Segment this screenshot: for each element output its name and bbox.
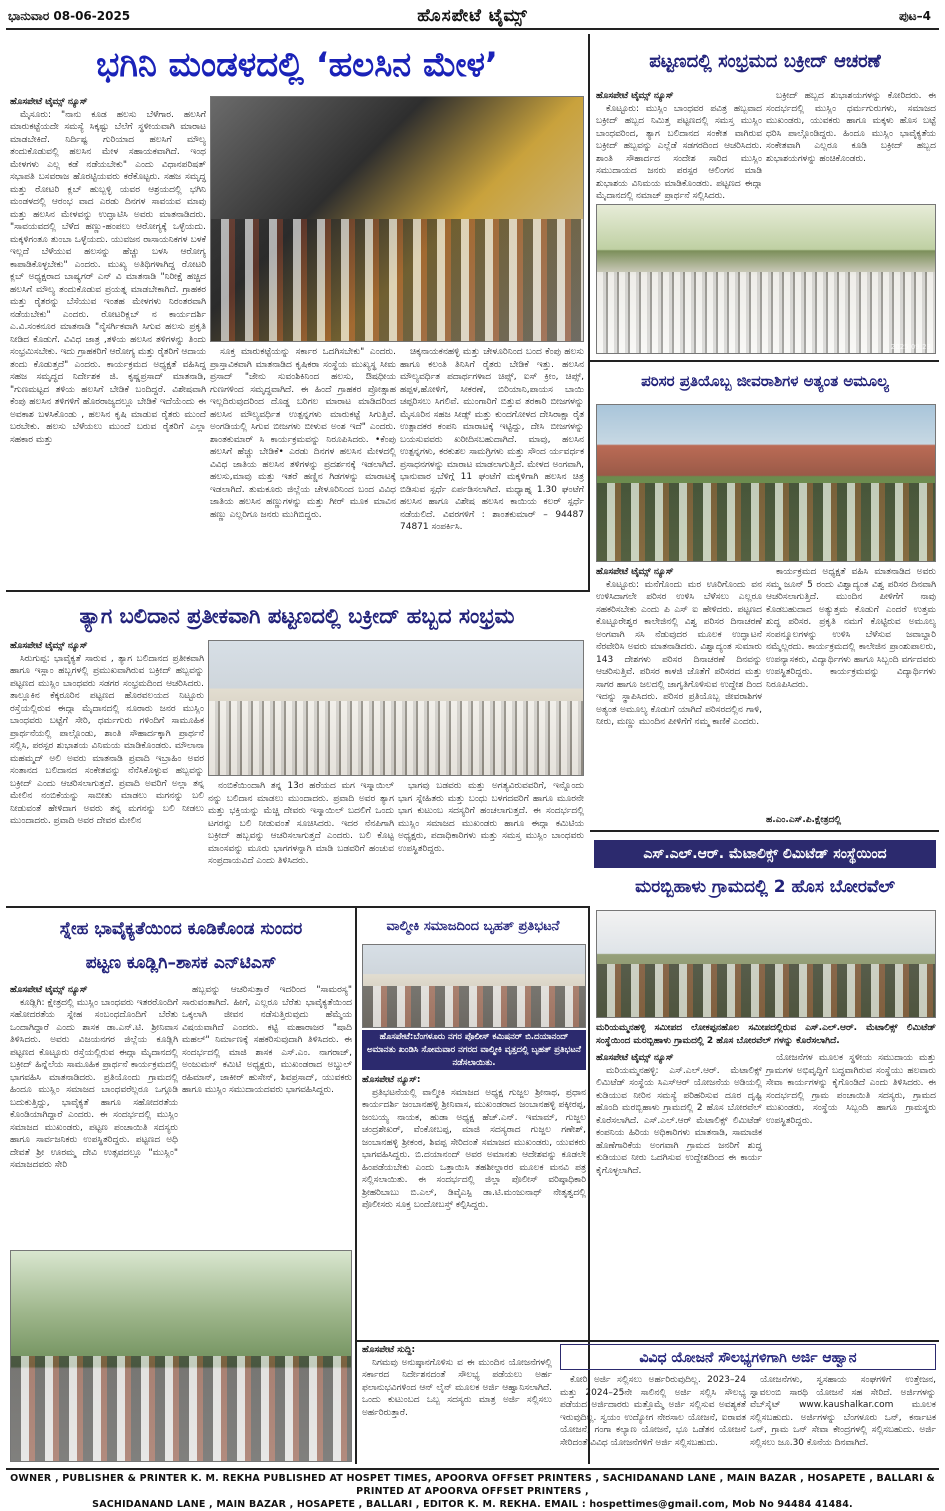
borewell-site-photo (596, 910, 936, 1018)
tyaga-text-3: ಭಾಗವು ಬಡವರು ಮತ್ತು ಅಗತ್ಯವಿರುವವರಿಗೆ, ಇನ್ನೊಂದು ಭಾಗ ಸ್ನೇಹಿತರು ಮತ್ತು ಬಂಧು ಬಳಗದವರಿಗೆ ಹಾಗೂ ಮೂರನೇ ಭಾಗ ಕುಟುಂಬ ಸದಸ್ಯರಿಗೆ ಹಂಚಲಾಗುತ್ತದೆ. ಈ ಸಂದರ್ಭದಲ್ಲಿ ಮುಸ್ಲಿಂ ಸಮಾಜದ ಮುಖಂಡರು ಹಾಗೂ ಈದ್ಗಾ ಕಮಿಟಿಯ ಅಧ್ಯಕ್ಷರು, ಪದಾಧಿಕಾರಿಗಳು ಮತ್ತು ಸಮಸ್ತ ಮುಸ್ಲಿಂ ಬಾಂಧವರು ಉಪಸ್ಥಿತರಿದ್ದರು. (398, 781, 584, 854)
bakrid-town-column-1 (596, 90, 762, 200)
valmiki-byline: ಹೊಸಪೇಟೆ ನ್ಯೂಸ್: (362, 1075, 421, 1085)
borewell-byline: ಹೊಸಪೇಟೆ ಟೈಮ್ಸ್ ನ್ಯೂಸ್ (596, 1053, 674, 1063)
sneha-byline: ಹೊಸಪೇಟೆ ಟೈಮ್ಸ್ ನ್ಯೂಸ್ (10, 985, 88, 995)
headline-parisara: ಪರಿಸರ ಪ್ರತಿಯೊಬ್ಬ ಜೀವರಾಶಿಗಳ ಅತ್ಯಂತ ಅಮೂಲ್ಯ (641, 372, 889, 390)
bakrid-town-column-2 (766, 90, 936, 200)
yojane-text-1: ನಿಗಮವು ಅನುಷ್ಠಾನಗೊಳಿಸು ವ ಈ ಮುಂದಿನ ಯೋಜನೆಗಳಲ್ಲಿ ಸರ್ಕಾರದ ನಿರ್ದೇಶನದಂತೆ ಸೌಲಭ್ಯ ಪಡೆಯಲು ಅರ್ಹ ಫಲಾನುಭವಿಗಳಿಂದ ಆನ್ ಲೈನ್ ಮೂಲಕ ಅರ್ಜಿ ಆಹ್ವಾನಿಸಲಾಗಿದೆ. ಒಂದು ಕುಟುಂಬದ ಒಬ್ಬ ಸದಸ್ಯರು ಮಾತ್ರ ಅರ್ಜಿ ಸಲ್ಲಿಸಲು ಅರ್ಹರಿರುತ್ತಾರೆ. (362, 1357, 552, 1418)
bakrid-town-text-1: ಕೊಟ್ಟೂರು: ಮುಸ್ಲಿಂ ಬಾಂಧವರ ಪವಿತ್ರ ಹಬ್ಬವಾದ ಬಕ್ರೀದ್ ಹಬ್ಬದ ನಿಮಿತ್ತ ಪಟ್ಟಣದಲ್ಲಿ ಸಮಸ್ತ ಮುಸ್ಲಿಂ ಬಾಂಧವರಿಂದ, ತ್ಯಾಗ ಬಲಿದಾನದ ಸಂಕೇತ ವಾಗಿರುವ ಬಕ್ರೀದ್ ಹಬ್ಬವನ್ನು ಎಲ್ಲೆಡೆ ಸಡಗರದಿಂದ ಆಚರಿಸಿದರು. ಶಾಂತಿ ಸೌಹಾರ್ದದ ಸಂದೇಶ ಸಾರಿದ ಮುಸ್ಲಿಂ ಸಮುದಾಯದ ಜನರು ಪರಸ್ಪರ ಆಲಿಂಗನ ಮಾಡಿ ಶುಭಾಶಯ ವಿನಿಮಯ ಮಾಡಿಕೊಂಡರು. ಪಟ್ಟಣದ ಈದ್ಗಾ ಮೈದಾನದಲ್ಲಿ ನಮಾಜ್ ಪ್ರಾರ್ಥನೆ ಸಲ್ಲಿಸಿದರು. (596, 103, 762, 201)
parisara-caption (766, 814, 936, 828)
sneha-text-1: ಕೂಡ್ಲಿಗಿ: ಕ್ಷೇತ್ರದಲ್ಲಿ ಮುಸ್ಲಿಂ ಬಾಂಧವರು ಇತರರೊಂದಿಗೆ ಸಹೋದರತೆಯ ಸ್ನೇಹ ಸಂಬಂಧದೊಂದಿಗೆ ಬೆರೆತು ಒಂದಾಗಿದ್ದಾರೆ ಎಂದು ಶಾಸಕ ಡಾ.ಎನ್.ಟಿ. ಶ್ರೀನಿವಾಸ ತಿಳಿಸಿದರು. ಅವರು ವಿಜಯನಗರ ಜಿಲ್ಲೆಯ ಕೂಡ್ಲಿಗಿ ಪಟ್ಟಣದ ಕೊಟ್ಟೂರು ರಸ್ತೆಯಲ್ಲಿರುವ ಈದ್ಗಾ ಮೈದಾನದಲ್ಲಿ ಬಕ್ರೀದ್ ಹಿನ್ನೆಲೆಯ ಸಾಮೂಹಿಕ ಪ್ರಾರ್ಥನೆ ಕಾರ್ಯಕ್ರಮದಲ್ಲಿ ಭಾಗವಹಿಸಿ ಮಾತನಾಡಿದರು. ಪ್ರತಿಯೊಂದು ಗ್ರಾಮದಲ್ಲಿ ಹಿಂದೂ ಮುಸ್ಲಿಂ ಸಮಾಜದ ಬಾಂಧವರೆಲ್ಲರೂ ಒಗ್ಗೂಡಿ ಬದುಕುತ್ತಿದ್ದು, ಭಾವೈಕ್ಯತೆ ಹಾಗೂ ಸಹೋದರತೆಯ ಕೊಂಡಿಯಾಗಿದ್ದಾರೆ ಎಂದರು. ಈ ಸಂದರ್ಭದಲ್ಲಿ ಮುಸ್ಲಿಂ ಸಮಾಜದ ಮುಖಂಡರು, ಪಟ್ಟಣ ಪಂಚಾಯಿತಿ ಸದಸ್ಯರು ಹಾಗೂ ಸಾರ್ವಜನಿಕರು ಉಪಸ್ಥಿತರಿದ್ದರು. ಪಟ್ಟಣದ ಅಧಿ ದೇವತೆ ಶ್ರೀ ಊರಮ್ಮ ದೇವಿ ಉತ್ಸವದಲ್ಲೂ "ಮುಸ್ಲಿಂ" ಸಮಾಜದವರು ಸೇರಿ (10, 997, 178, 1170)
bakrid-town-byline: ಹೊಸಪೇಟೆ ಟೈಮ್ಸ್ ನ್ಯೂಸ್ (596, 91, 674, 101)
headline-borewell-2: ಮರಬ್ಬಿಹಾಳು ಗ್ರಾಮದಲ್ಲಿ 2 ಹೊಸ ಬೋರವೆಲ್ (635, 877, 895, 897)
masthead (6, 4, 939, 30)
sneha-prayer-photo (10, 1250, 352, 1462)
parisara-byline: ಹೊಸಪೇಟೆ ಟೈಮ್ಸ್ ನ್ಯೂಸ್ (596, 567, 674, 577)
headline-sneha-2: ಪಟ್ಟಣ ಕೂಡ್ಲಿಗಿ–ಶಾಸಕ ಎನ್‌ಟಿಎಸ್ (85, 953, 277, 973)
photo-people (363, 986, 585, 1027)
photo-people (11, 1356, 351, 1461)
headline-borewell-1: ಎಸ್.ಎಲ್.ಆರ್. ಮೆಟಾಲಿಕ್ಸ್ ಲಿಮಿಟೆಡ್ ಸಂಸ್ಥೆಯಿಂದ (594, 840, 936, 868)
bhagini-text-3: ಚಿಕ್ಕನಾಯಕನಹಳ್ಳಿ ಮತ್ತು ಚೇಳೂರಿನಿಂದ ಬಂದ ಕೆಂಪು ಹಲಸು ಹಾಗೂ ಕಲಂತಿ ತಿನಿಸಿಗೆ ರೈತರು ಬೇಡಿಕೆ ಇತ್ತು. ಹಲಸಿನ ಮೌಲ್ಯವರ್ಧಿತ ಪದಾರ್ಥಗಳಾದ ಚಿಪ್ಸ್, ಐಸ್ ಕ್ರೀಂ, ಚಿಪ್ಸ್, ಹಪ್ಪಳ,ಹೋಳಿಗೆ, ಸೀಕರಣೆ, ಬಿರಿಯಾನಿ,ಪಾಯಸ ಬಾಯಿ ಚಪ್ಪರಿಸಲು ಸಿಗಲಿವೆ. ಮುಂಗಾರಿಗೆ ಬಿತ್ತುವ ತರಕಾರಿ ಬೀಜಗಳನ್ನು ಮೈಸೂರಿನ ಸಹಜ ಸೀಡ್ಸ್ ಮತ್ತು ಕುಂದಗೋಳದ ದೇಸಿರಾಕ್ಷಾ ರೈತ ಉತ್ಪಾದಕರ ಕಂಪನಿ ಮಾರಾಟಕ್ಕೆ ಇಟ್ಟಿದ್ದು, ದೇಸಿ ಬೀಜಗಳನ್ನು ಬಯಸುವವರು ಖರೀದಿಸಬಹುದಾಗಿದೆ. ಮಾವು, ಹಲಸಿನ ಉತ್ಪನ್ನಗಳು, ಕರಕುಶಲ ಸಾಮಗ್ರಿಗಳು ಮತ್ತು ಸೌಂದ ರ್ಯವರ್ಧಕ ಪ್ರಸಾಧನಗಳನ್ನು ಮಾರಾಟ ಮಾಡಲಾಗುತ್ತಿದೆ. ಮೇಳದ ಅಂಗವಾಗಿ, ಭಾನುವಾರ ಬೆಳಿಗ್ಗೆ 11 ಘಂಟೆಗೆ ಮಕ್ಕಳಿಗಾಗಿ ಹಲಸಿನ ಚಿತ್ರ ಬಿಡಿಸುವ ಸ್ಪರ್ಧೆ ಏರ್ಪಡಿಸಲಾಗಿದೆ. ಮಧ್ಯಾಹ್ನ 1.30 ಘಂಟೆಗೆ ಹಲಸಿನ ಹಾಗೂ ವಿಶೇಷ ಹಲಸಿನ ಕಾಯಿಯ ಕಲರ್ ಸ್ಪರ್ಧೆ ನಡೆಯಲಿದೆ. ವಿವರಗಳಿಗೆ : ಶಾಂತಕುಮಾರ್ – 94487 74871 ಸಂಪರ್ಕಿಸಿ. (400, 347, 584, 532)
borewell-text-2: ಯೋಜನೆಗಳ ಮೂಲಕ ಸ್ಥಳೀಯ ಸಮುದಾಯ ಮತ್ತು ಗ್ರಾಮಗಳ ಅಭಿವೃದ್ಧಿಗೆ ಬದ್ಧವಾಗಿರುವ ಸಂಸ್ಥೆಯು ಹಲವಾರು ಸೇವಾ ಕಾರ್ಯಗಳನ್ನು ಕೈಗೊಂಡಿದೆ ಎಂದು ತಿಳಿಸಿದರು. ಈ ಸಂದರ್ಭದಲ್ಲಿ ಗ್ರಾಮ ಪಂಚಾಯಿತಿ ಸದಸ್ಯರು, ಗ್ರಾಮದ ಮುಖಂಡರು, ಸಂಸ್ಥೆಯ ಸಿಬ್ಬಂದಿ ಹಾಗೂ ಗ್ರಾಮಸ್ಥರು ಉಪಸ್ಥಿತರಿದ್ದರು. (766, 1053, 936, 1126)
borewell-caption (596, 1022, 936, 1048)
photo-timestamp: 2025 09:23 (890, 343, 931, 351)
yojane-column-3 (750, 1374, 936, 1464)
tyaga-column-1 (10, 640, 204, 902)
sneha-column-1 (10, 984, 178, 1246)
headline-bakrid-town: ಪಟ್ಟಣದಲ್ಲಿ ಸಂಭ್ರಮದ ಬಕ್ರೀದ್ ಆಚರಣೆ (649, 51, 881, 72)
bhagini-column-3 (400, 346, 584, 586)
valmiki-caption-text: ಹೊಸಪೇಟೆ:ಬೆಂಗಳೂರು ನಗರ ಪೊಲೀಸ್ ಕಮಿಷನರ್ ಬಿ.ದಯಾನಂದ್ ಅಮಾನತು ಖಂಡಿಸಿ ಸೋಮವಾರ ನಗರದ ವಾಲ್ಮೀಕಿ ವೃತ್ತದಲ್ಲಿ ಬೃಹತ್ ಪ್ರತಿಭಟನೆ ನಡೆಸಲಾಯಿತು. (367, 1032, 581, 1068)
photo-people (597, 964, 935, 1017)
parisara-caption-text: ಹ.ಎಂ.ಎಸ್.ಪಿ.ಕ್ಷೇತ್ರದಲ್ಲಿ (766, 815, 842, 825)
valmiki-text-1: ಪ್ರತಿಭಟನೆಯಲ್ಲಿ ವಾಲ್ಮೀಕಿ ಸಮಾಜದ ಅಧ್ಯಕ್ಷ ಗುಜ್ಜಲ ಶ್ರೀನಾಥ, ಪ್ರಧಾನ ಕಾರ್ಯದರ್ಶಿ ಜಂಬಾನಹಳ್ಳಿ ಶ್ರೀನಿವಾಸ, ಮುಖಂಡರಾದ ಜಂಬಾನಹಳ್ಳಿ ಪಕ್ಕೀರಪ್ಪ, ಜಂಬಯ್ಯ ನಾಯಕ, ಹುಡಾ ಅಧ್ಯಕ್ಷ ಹೆಚ್.ಎನ್. ಇಮಾಮ್, ಗುಜ್ಜಲ ಚಂದ್ರಶೇಖರ್, ವೆಂಕೋಬಪ್ಪ, ಮಾಜಿ ಸದಸ್ಯರಾದ ಗುಜ್ಜಲ ಗಣೇಶ್, ಜಂಬಾನಹಳ್ಳಿ ಶ್ರೀಕಂಠ, ಶಿವಪ್ಪ ಸೇರಿದಂತೆ ಸಮಾಜದ ಮುಖಂಡರು, ಯುವಕರು ಭಾಗವಹಿಸಿದ್ದರು. ಬಿ.ದಯಾನಂದ್ ಅವರ ಅಮಾನತು ಆದೇಶವನ್ನು ಕೂಡಲೇ ಹಿಂಪಡೆಯಬೇಕು ಎಂದು ಒತ್ತಾಯಿಸಿ ತಹಶೀಲ್ದಾರರ ಮೂಲಕ ಮನವಿ ಪತ್ರ ಸಲ್ಲಿಸಲಾಯಿತು. ಈ ಸಂದರ್ಭದಲ್ಲಿ ಜಿಲ್ಲಾ ಪೊಲೀಸ್ ವರಿಷ್ಠಾಧಿಕಾರಿ ಶ್ರೀಹರಿಬಾಬು ಬಿ.ಎಲ್, ಡಿವೈಎಸ್ಪಿ ಡಾ.ಟಿ.ಮಂಜುನಾಥ್ ನೇತೃತ್ವದಲ್ಲಿ ಪೊಲೀಸರು ಸೂಕ್ತ ಬಂದೋಬಸ್ತ್ ಕಲ್ಪಿಸಿದ್ದರು. (362, 1087, 586, 1210)
photo-crowd (597, 272, 935, 353)
column-rule (588, 34, 590, 590)
parisara-text-2: ಕಾರ್ಯಕ್ರಮದ ಅಧ್ಯಕ್ಷತೆ ವಹಿಸಿ ಮಾತನಾಡಿದ ಅವರು ಸಮ್ಮ ಜೂನ್ 5 ರಂದು ವಿಶ್ವಾದ್ಯಂತ ವಿಶ್ವ ಪರಿಸರ ದಿನವಾಗಿ ಆಚರಿಸಲಾಗುತ್ತಿದೆ. ಮುಂದಿನ ಪೀಳಿಗೆಗೆ ನಾವು ಕೊಡಬಹುದಾದ ಅತ್ಯುತ್ತಮ ಕೊಡುಗೆ ಎಂದರೆ ಉತ್ತಮ ಶುದ್ಧ ಪರಿಸರ. ಪ್ರಕೃತಿ ನಮಗೆ ಕೊಟ್ಟಿರುವ ಅಮೂಲ್ಯ ಸಂಪನ್ಮೂಲಗಳನ್ನು ಉಳಿಸಿ ಬೆಳೆಸುವ ಜವಾಬ್ದಾರಿ ನಮ್ಮೆಲ್ಲರದು. ಕಾರ್ಯಕ್ರಮದಲ್ಲಿ ಕಾಲೇಜಿನ ಪ್ರಾಂಶುಪಾಲರು, ಉಪನ್ಯಾಸಕರು, ವಿದ್ಯಾರ್ಥಿಗಳು ಹಾಗೂ ಸಿಬ್ಬಂದಿ ವರ್ಗದವರು ಉಪಸ್ಥಿತರಿದ್ದರು. ಕಾರ್ಯಕ್ರಮವನ್ನು ವಿದ್ಯಾರ್ಥಿಗಳು ನಿರೂಪಿಸಿದರು. (766, 567, 936, 690)
sneha-text-2: ಹಬ್ಬವನ್ನು ಆಚರಿಸುತ್ತಾರೆ ಇದರಿಂದ "ಸಾಮರಸ್ಯ" ಸಾರುವಂತಾಗಿದೆ. ಹೀಗೆ, ಎಲ್ಲರೂ ಬೆರೆತು ಭಾವೈಕ್ಯತೆಯಿಂದ ಒಕ್ಕಲಾಗಿ ಜೀವನ ನಡೆಸುತ್ತಿರುವುದು ಹೆಮ್ಮೆಯ ವಿಷಯವಾಗಿದೆ ಎಂದರು. ಕಟ್ಟಿ ಮಹಾರಾಜರ "ಷಾದಿ ಮಹಲ್" ನಿರ್ಮಾಣಕ್ಕೆ ಸಹಕರಿಸುವುದಾಗಿ ತಿಳಿಸಿದರು. ಈ ಸಂದರ್ಭದಲ್ಲಿ ಮಾಜಿ ಶಾಸಕ ಎಸ್.ಎಂ. ನಾಗರಾಜ್, ಅಂಜುಮನ್ ಕಮಿಟಿ ಅಧ್ಯಕ್ಷರು, ಮುಖಂಡರಾದ ಅಬ್ದುಲ್ ರಹಿಮಾನ್, ಜಾಕೀರ್ ಹುಸೇನ್, ಶಿವಪ್ರಸಾದ್, ಯುವಕರು ಹಾಗೂ ಮುಸ್ಲಿಂ ಸಮುದಾಯದವರು ಭಾಗವಹಿಸಿದ್ದರು. (182, 985, 352, 1095)
borewell-column-2 (766, 1052, 936, 1336)
borewell-text-1: ಮರಿಯಮ್ಮನಹಳ್ಳಿ: ಎಸ್.ಎಲ್.ಆರ್. ಮೆಟಾಲಿಕ್ಸ್ ಲಿಮಿಟೆಡ್ ಸಂಸ್ಥೆಯ ಸಿಎಸ್ಆರ್ ಯೋಜನೆಯ ಅಡಿಯಲ್ಲಿ ಕುಡಿಯುವ ನೀರಿನ ಸಮಸ್ಯೆ ಪರಿಹರಿಸುವ ದೂರ ದೃಷ್ಟಿ ಹೊಂದಿ ಮರಬ್ಬಿಹಾಳು ಗ್ರಾಮದಲ್ಲಿ 2 ಹೊಸ ಬೋರವೆಲ್ ಕೊರೆಸಲಾಗಿದೆ. ಎಸ್.ಎಲ್.ಆರ್ ಮೆಟಾಲಿಕ್ಸ್ ಲಿಮಿಟೆಡ್ ಕಂಪನಿಯ ಹಿರಿಯ ಅಧಿಕಾರಿಗಳು ಮಾತನಾಡಿ, ಸಾಮಾಜಿಕ ಹೊಣೆಗಾರಿಕೆಯ ಅಂಗವಾಗಿ ಗ್ರಾಮದ ಜನರಿಗೆ ಶುದ್ಧ ಕುಡಿಯುವ ನೀರು ಒದಗಿಸುವ ಉದ್ದೇಶದಿಂದ ಈ ಕಾರ್ಯ ಕೈಗೊಳ್ಳಲಾಗಿದೆ. (596, 1065, 762, 1176)
headline-yojane: ವಿವಿಧ ಯೋಜನೆ ಸೌಲಭ್ಯಗಳಿಗಾಗಿ ಅರ್ಜಿ ಆಹ್ವಾನ (560, 1344, 936, 1370)
tyaga-eidgah-photo (208, 640, 584, 776)
tyaga-text-1: ಸಿರುಗುಪ್ಪ: ಭಾವೈಕ್ಯತೆ ಸಾರುವ , ತ್ಯಾಗ ಬಲಿದಾನದ ಪ್ರತೀಕವಾಗಿ ಹಾಗೂ ಇಸ್ಲಾಂ ಹಬ್ಬಗಳಲ್ಲಿ ಪ್ರಮುಖವಾಗಿರುವ ಬಕ್ರೀದ್ ಹಬ್ಬವನ್ನು ಪಟ್ಟಣದ ಮುಸ್ಲಿಂ ಬಾಂಧವರು ಸಡಗರ ಸಂಭ್ರಮದಿಂದ ಆಚರಿಸಿದರು. ತಾಲ್ಲೂಕಿನ ಕೆಕ್ಕರೂರಿನ ಪಟ್ಟಣದ ಹೊರವಲಯದ ನಿಟ್ಟೂರು ರಸ್ತೆಯಲ್ಲಿರುವ ಈದ್ಗಾ ಮೈದಾನದಲ್ಲಿ ನೂರಾರು ಜನರ ಮುಸ್ಲಿಂ ಬಾಂಧವರು ಬಟ್ಟೆಗೆ ಸೇರಿ, ಧರ್ಮಗುರು ಗಳಿಂದಿಗೆ ಸಾಮೂಹಿಕ ಪ್ರಾರ್ಥನೆಯಲ್ಲಿ ಪಾಲ್ಗೊಂಡು, ಶಾಂತಿ ಸೌಹಾರ್ದಕ್ಕಾಗಿ ಪ್ರಾರ್ಥನೆ ಸಲ್ಲಿಸಿ, ಪರಸ್ಪರ ಶುಭಾಶಯ ವಿನಿಮಯ ಮಾಡಿಕೊಂಡರು. ಮೌಲಾನಾ ಮಹಮ್ಮದ್ ಅಲಿ ಅವರು ಮಾತನಾಡಿ ಪ್ರವಾದಿ ಇಬ್ರಾಹಿಂ ಅವರ ಸಂತಾನದ ಬಲಿದಾನದ ಸಂಕೇತವನ್ನು ನೆನೆಸಿಕೊಳ್ಳುವ ಹಬ್ಬವನ್ನು ಬಕ್ರೀದ್ ಎಂದು ಆಚರಿಸಲಾಗುತ್ತದೆ. ಪ್ರವಾದಿ ಅವರಿಗೆ ಅಲ್ಲಾ ತನ್ನ ಮೇಲಿನ ನಂಬಿಕೆಯನ್ನು ಸಾಬೀತು ಮಾಡಲು ಮಗನನ್ನು ಬಲಿ ನೀಡುವಂತೆ ಹೇಳಿದಾಗ ಅವರು ತನ್ನ ಮಗನನ್ನು ಬಲಿ ನೀಡಲು ಮುಂದಾದರು. ಪ್ರವಾದಿ ಅವರ ದೇವರ ಮೇಲಿನ (10, 653, 204, 826)
valmiki-protest-photo (362, 944, 586, 1028)
tyaga-text-2: ನಂಬಿಕೆಯಿಂದಾಗಿ ತನ್ನ 13ರ ಹರೆಯದ ಮಗ ಇಸ್ಮಾಯಿಲ್ ನನ್ನು ಬಲಿದಾನ ಮಾಡಲು ಮುಂದಾದರು. ಪ್ರವಾದಿ ಅವರ ತ್ಯಾಗ ಮತ್ತು ಭಕ್ತಿಯನ್ನು ಮೆಚ್ಚಿ ದೇವರು ಇಸ್ಮಾಯಿಲ್ ಬದಲಿಗೆ ಒಂದು ಟಗರನ್ನು ಬಲಿ ನೀಡುವಂತೆ ಸೂಚಿಸಿದರು. ಇದರ ನೆನಪಿಗಾಗಿ ಬಕ್ರೀದ್ ಹಬ್ಬವನ್ನು ಆಚರಿಸಲಾಗುತ್ತದೆ ಎಂದರು. ಬಲಿ ಕೊಟ್ಟ ಮಾಂಸವನ್ನು ಮೂರು ಭಾಗಗಳನ್ನಾಗಿ ಮಾಡಿ ಬಡವರಿಗೆ ಹಂಚುವ ಸಂಪ್ರದಾಯವಿದೆ ಎಂದು ತಿಳಿಸಿದರು. (208, 781, 394, 866)
bhagini-column-2 (210, 346, 396, 586)
section-rule (6, 906, 590, 908)
valmiki-caption-box (362, 1030, 586, 1070)
imprint-line-1: OWNER , PUBLISHER & PRINTER K. M. REKHA PUBLISHED AT HOSPET TIMES, APOORVA OFFSET PRINTERS , SACHIDANAND LANE , MAIN BAZAR , HOSAPETE , BALLARI & PRINTED AT APOORVA OFFSET PRINTERS , (10, 1473, 935, 1497)
imprint-line-2: SACHIDANAND LANE , MAIN BAZAR , HOSAPETE , BALLARI , EDITOR K. M. REKHA. EMAIL : hospettimes@gmail.com, Mob No 94484 41484. (92, 1499, 853, 1510)
sneha-column-2 (182, 984, 352, 1246)
parisara-column-1 (596, 566, 762, 826)
section-rule (355, 1340, 939, 1342)
bhagini-event-photo (210, 96, 584, 342)
bhagini-column-1 (10, 96, 206, 586)
issue-date: ಭಾನುವಾರ 08-06-2025 (8, 9, 131, 23)
bhagini-text-1: ಮೈಸೂರು: "ನಾನು ಕೂಡ ಹಲಸು ಬೆಳೆಗಾರ. ಹಲಸಿಗೆ ಮಾರುಕಟ್ಟೆಯದೇ ಸಮಸ್ಯೆ ಸಿಕ್ಕಷ್ಟು ಬೆಲೆಗೆ ಸ್ಥಳೀಯವಾಗಿ ಮಾರಾಟ ಮಾಡಬೇಕಿದೆ. ನಿರ್ದಿಷ್ಟ ಗುರಿಯಾದ ಹಲಸಿಗೆ ಮೌಲ್ಯ ತಂದುಕೊಡುವಲ್ಲಿ ಹಲಸಿನ ಮೇಳ ಸಹಾಯಕವಾಗಿದೆ. ಇಂಥ ಮೇಳಗಳು ಎಲ್ಲ ಕಡೆ ನಡೆಯಬೇಕು" ಎಂದು ವಿಧಾನಪರಿಷತ್ ಸಭಾಪತಿ ಬಸವರಾಜ ಹೊರಟ್ಟಿಯವರು ಕರೆಕೊಟ್ಟರು. ಸಹಜ ಸಮೃದ್ಧ ಮತ್ತು ರೋಟರಿ ಕ್ಲಬ್ ಹುಬ್ಬಳ್ಳಿ ಯವರ ಆಶ್ರಯದಲ್ಲಿ ಭಗಿನಿ ಮಂಡಳದಲ್ಲಿ ಆರಂಭ ವಾದ ಎರಡು ದಿನಗಳ ಸಾವಯವ ಮಾವು ಮತ್ತು ಹಲಸಿನ ಮೇಳವನ್ನು ಉದ್ಘಾಟಿಸಿ ಅವರು ಮಾತನಾಡಿದರು. "ಸಾವಯವದಲ್ಲಿ ಬೆಳೆದ ಹಣ್ಣು-ಹಂಪಲು ಆರೋಗ್ಯಕ್ಕೆ ಒಳ್ಳೆಯದು. ಮಕ್ಕಳಿಗಂತೂ ತುಂಬಾ ಒಳ್ಳೆಯದು. ಯುವಜನ ರಾಸಾಯನಿಕಗಳ ಬಳಕೆ ಇಲ್ಲದೆ ಬೆಳೆಯುವ ಹಲಸನ್ನು ಹೆಚ್ಚು ಬಳಸಿ ಆರೋಗ್ಯ ಕಾಪಾಡಿಕೊಳ್ಳಬೇಕು" ಎಂದರು. ಮುಖ್ಯ ಅತಿಥಿಗಳಾಗಿದ್ದ ರೋಟರಿ ಕ್ಲಬ್ ಅಧ್ಯಕ್ಷರಾದ ಬಾಷ್ಯಗರ್ ಎನ್ ವಿ ಮಾತನಾಡಿ "ನಿರೀಕ್ಷೆ ಹಚ್ಚಿದ ಹಲಸಿಗೆ ಮೌಲ್ಯ ತಂದುಕೊಡುವ ಪ್ರಯತ್ನ ಮಾಡಬೇಕಾಗಿದೆ. ಗ್ರಾಹಕರ ಮತ್ತು ರೈತರನ್ನು ಬೆಸೆಯುವ ಇಂತಹ ಮೇಳಗಳು ನಿರಂತರವಾಗಿ ನಡೆಯಬೇಕು" ಎಂದರು. ರೋಟರಿಕ್ಲಬ್ ನ ಕಾರ್ಯದರ್ಶಿ ಎ.ವಿ.ಸಂಕನೂರ ಮಾತನಾಡಿ "ನೈಸರ್ಗಿಕವಾಗಿ ಸಿಗುವ ಹಲಸು ಪ್ರಕೃತಿ ನೀಡಿದ ಕೊಡುಗೆ. ವಿವಿಧ ಜಾತ್ರ ,ತಳಿಯ ಹಲಸಿನ ತಳಿಗಳನ್ನು ತಿಂದು ಸಂಭ್ರಮಿಸಬೇಕು. ಇದು ಗ್ರಾಹಕರಿಗೆ ಆರೋಗ್ಯ ಮತ್ತು ರೈತರಿಗೆ ಆದಾಯ ತಂದು ಕೊಡುತ್ತದೆ" ಎಂದರು. ಕಾರ್ಯಕ್ರಮದ ಅಧ್ಯಕ್ಷತೆ ವಹಿಸಿದ್ದ ಸಹಜ ಸಮೃದ್ಧದ ನಿರ್ದೇಶಕ ಜಿ. ಕೃಷ್ಣಪ್ರಸಾದ್ ಮಾತನಾಡಿ, "ಗುಣಮಟ್ಟದ ತಳಿಯ ಹಲಸಿಗೆ ಬೇಡಿಕೆ ಬಂದಿದ್ದರೆ. ವಿಶೇಷವಾಗಿ ಕೆಂಪು ಹಲಸಿನ ತಳಿಗಳಿಗೆ ಹೊರರಾಜ್ಯದಲ್ಲೂ ಬೇಡಿಕೆ ಇದೆಯೆಂದು ಈ ಅವಕಾಶ ಬಳಸಿಕೊಂಡು , ಹಲಸಿನ ಕೃಷಿ ಮಾಡುವ ರೈತರು ಮುಂದೆ ಬರಬೇಕು. ಹಲಸು ಬೆಳೆಯಲು ಮುಂದೆ ಬರುವ ರೈತರಿಗೆ ಎಲ್ಲಾ ಸಹಕಾರ ಮತ್ತು (10, 109, 206, 445)
bakrid-town-text-2: ಬಕ್ರೀದ್ ಹಬ್ಬದ ಶುಭಾಶಯಗಳನ್ನು ಕೋರಿದರು. ಈ ಸಂದರ್ಭದಲ್ಲಿ ಮುಸ್ಲಿಂ ಧರ್ಮಗುರುಗಳು, ಸಮಾಜದ ಮುಖಂಡರು, ಯುವಕರು ಹಾಗೂ ಮಕ್ಕಳು ಹೊಸ ಬಟ್ಟೆ ಧರಿಸಿ ಪಾಲ್ಗೊಂಡಿದ್ದರು. ಹಿಂದೂ ಮುಸ್ಲಿಂ ಭಾವೈಕ್ಯತೆಯ ಸಂಕೇತವಾಗಿ ಎಲ್ಲರೂ ಕೂಡಿ ಬಕ್ರೀದ್ ಹಬ್ಬದ ಶುಭಾಶಯಗಳನ್ನು ಹಂಚಿಕೊಂಡರು. (766, 91, 936, 164)
page-number: ಪುಟ–4 (899, 9, 931, 23)
photo-people (597, 483, 935, 561)
column-rule (355, 906, 357, 1464)
parisara-text-1: ಕೊಟ್ಟೂರು: ಮನೆಗೊಂದು ಮರ ಊರಿಗೊಂದು ವನ ಉಳಿಸಿದಾಗಲೇ ಪರಿಸರ ಉಳಿಸಿ ಬೆಳೆಸಲು ಎಲ್ಲರೂ ಸಹಕರಿಸಬೇಕು ಎಂದು ಪಿ ಎಸ್ ಐ ಹೇಳಿದರು. ಪಟ್ಟಣದ ಕೊಟ್ಟೂರೇಶ್ವರ ಕಾಲೇಜಿನಲ್ಲಿ ವಿಶ್ವ ಪರಿಸರ ದಿನಾಚರಣೆ ಅಂಗವಾಗಿ ಸಸಿ ನೆಡುವುದರ ಮೂಲಕ ಉದ್ಘಾಟನೆ ನೆರವೇರಿಸಿ ಅವರು ಮಾತನಾಡಿದರು. ವಿಶ್ವಾದ್ಯಂತ ಸುಮಾರು 143 ದೇಶಗಳು ಪರಿಸರ ದಿನಾಚರಣೆ ದಿನವನ್ನು ಆಚರಿಸುತ್ತಿವೆ. ಪರಿಸರ ಕಾಳಜಿ ಜೊತೆಗೆ ಪರಿಸರದ ಮತ್ತು ಸಾಗರ ಹಾಗೂ ಜಲದಲ್ಲಿ ಜಾಗೃತಿಗೊಳಿಸುವ ಉದ್ದೇಶ ದಿಂದ ಇದನ್ನು ಸ್ಥಾಪಿಸಿದರು. ಪರಿಸರ ಪ್ರತಿಯೊಬ್ಬ ಜೀವರಾಶಿಗಳ ಅತ್ಯಂತ ಅಮೂಲ್ಯ ಕೊಡುಗೆ ಯಾಗಿದೆ ಪರಿಸರದಲ್ಲಿನ ಗಾಳಿ, ನೀರು, ಮಣ್ಣು ಮುಂದಿನ ಪೀಳಿಗೆಗೆ ನಮ್ಮ ಕಾಣಿಕೆ ಎಂದರು. (596, 579, 762, 727)
photo-crowd (209, 701, 583, 775)
yojane-byline: ಹೊಸಪೇಟೆ ಸುದ್ದಿ: (362, 1345, 416, 1355)
yojane-column-2 (560, 1374, 746, 1464)
section-rule (590, 830, 939, 832)
bhagini-text-2: ಸೂಕ್ತ ಮಾರುಕಟ್ಟೆಯನ್ನು ಸರ್ಕಾರ ಒದಗಿಸಬೇಕು" ಎಂದರು. ಪ್ರಾಸ್ತಾವಿಕವಾಗಿ ಮಾತನಾಡಿದ ಕೃಷಿಕರಾ ಸಂಸ್ಥೆಯ ಮುಖ್ಯಸ್ಥ ಸೀಮ ಪ್ರಸಾದ್ "ಜೇನು ಸುವಂಶಿಕಿನಿಂದ ಹಲಸು, ಔಷಧೀಯ ಗುಣಗಳಿಂದ ಸಮೃದ್ಧವಾಗಿದೆ. ಈ ಹಿಂದೆ ಗ್ರಾಹಕರ ಪ್ರೋತ್ಸಾಹ ಇಲ್ಲದಿರುವುದರಿಂದ ದೊಡ್ಡ ಬರಿಗಲ ಮಾರಾಟ ಮಾಡಿದರಿಂದ ಹಲಸಿನ ಮೌಲ್ಯವರ್ಧಿತ ಉತ್ಪನ್ನಗಳು ಮಾರುಕಟ್ಟೆ ಸಿಗುತ್ತಿವೆ. ಅಂಗಡಿಯಲ್ಲಿ ಸಿಗುವ ಬೀಜಗಳು ಬೀಳುವ ಅಂಶ ಇದೆ" ಎಂದರು. ಶಾಂತಕುಮಾರ್ ಸಿ ಕಾರ್ಯಕ್ರಮವನ್ನು ನಿರೂಪಿಸಿದರು. •ಕೆಂಪು ಹಲಸಿಗೆ ಹೆಚ್ಚು ಬೇಡಿಕೆ• ಎರಡು ದಿನಗಳ ಹಲಸಿನ ಮೇಳದಲ್ಲಿ ವಿವಿಧ ಜಾತಿಯ ಹಲಸಿನ ತಳಿಗಳನ್ನು ಪ್ರದರ್ಶನಕ್ಕೆ ಇಡಲಾಗಿದೆ. ಹಲಸು,ಮಾವು ಮತ್ತು ಇತರೆ ಹಣ್ಣಿನ ಗಿಡಗಳನ್ನು ಮಾರಾಟಕ್ಕೆ ಇಡಲಾಗಿದೆ. ತುಮಕೂರು ಜಿಲ್ಲೆಯ ಚೇಳೂರಿನಿಂದ ಬಂದ ವಿವಿಧ ಜಾತಿಯ ಹಲಸಿನ ಹಣ್ಣುಗಳನ್ನು ಮತ್ತು ಗೀರ್ ಮೂಕ ಮಾವಿನ ಹಣ್ಣು ಎಲ್ಲರಿಗೂ ಜನರು ಮುಗಿಬಿದ್ದರು. (210, 347, 396, 520)
newspaper-title: ಹೊಸಪೇಟೆ ಟೈಮ್ಸ್ (417, 6, 528, 26)
headline-sneha-1: ಸ್ನೇಹ ಭಾವೈಕ್ಯತೆಯಿಂದ ಕೂಡಿಕೊಂಡ ಸುಂದರ (59, 919, 303, 939)
tyaga-column-3 (398, 780, 584, 902)
tyaga-column-2 (208, 780, 394, 902)
parisara-column-2 (766, 566, 936, 812)
section-rule (590, 360, 939, 362)
parisara-plantation-photo (596, 404, 936, 562)
borewell-caption-text: ಮರಿಯಮ್ಮನಹಳ್ಳಿ ಸಮೀಪದ ಲೋಕಪ್ಪನಹೊಲ ಸಮೀಪದಲ್ಲಿರುವ ಎಸ್.ಎಲ್.ಆರ್. ಮೆಟಾಲಿಕ್ಸ್ ಲಿಮಿಟೆಡ್ ಸಂಸ್ಥೆಯಿಂದ ಮರಬ್ಬಿಹಾಳು ಗ್ರಾಮದಲ್ಲಿ 2 ಹೊಸ ಬೋರವೆಲ್ ಗಳನ್ನು ಕೊರೆಸಲಾಗಿದೆ. (596, 1023, 936, 1046)
yojane-text-2: ಕೋರಿ ಅರ್ಜಿ ಸಲ್ಲಿಸಲು ಅರ್ಹರಿರುವುದಿಲ್ಲ. 2023–24 ಮತ್ತು 2024–25ನೇ ಸಾಲಿನಲ್ಲಿ ಅರ್ಜಿ ಸಲ್ಲಿಸಿ ಸೌಲಭ್ಯ ಪಡೆಯದ ಅರ್ಜಿದಾರರು ಮತ್ತೊಮ್ಮೆ ಅರ್ಜಿ ಸಲ್ಲಿಸುವ ಅವಶ್ಯಕತೆ ಇರುವುದಿಲ್ಲ. ಸ್ವಯಂ ಉದ್ಯೋಗ ನೇರಸಾಲ ಯೋಜನೆ, ಐರಾವತ ಯೋಜನೆ, ಗಂಗಾ ಕಲ್ಯಾಣ ಯೋಜನೆ, ಭೂ ಒಡೆತನ ಯೋಜನೆ ಸೇರಿದಂತೆ ವಿವಿಧ ಯೋಜನೆಗಳಿಗೆ ಅರ್ಜಿ ಸಲ್ಲಿಸಬಹುದು. (560, 1375, 746, 1448)
photo-people (211, 219, 583, 341)
section-rule (6, 590, 590, 592)
headline-tyaga: ತ್ಯಾಗ ಬಲಿದಾನ ಪ್ರತೀಕವಾಗಿ ಪಟ್ಟಣದಲ್ಲಿ ಬಕ್ರೀದ್ ಹಬ್ಬದ ಸಂಭ್ರಮ (79, 604, 515, 628)
yojane-column-1 (362, 1344, 552, 1464)
valmiki-column-1 (362, 1074, 586, 1336)
headline-bhagini: ಭಗಿನಿ ಮಂಡಳದಲ್ಲಿ ‘ಹಲಸಿನ ಮೇಳ’ (96, 45, 498, 85)
tyaga-byline: ಹೊಸಪೇಟೆ ಟೈಮ್ಸ್ ನ್ಯೂಸ್ (10, 641, 88, 651)
bakrid-town-prayer-photo (596, 204, 936, 354)
yojane-text-3: ಯೋಜನೆಗಳು, ಸ್ವಸಹಾಯ ಸಂಘಗಳಿಗೆ ಉತ್ತೇಜನ, ಸ್ವಾವಲಂಬಿ ಸಾರಥಿ ಯೋಜನೆ ಸಹ ಸೇರಿದೆ. ಅರ್ಜಿಗಳನ್ನು ವೆಬ್‌ಸೈಟ್ www.kaushalkar.com ಮೂಲಕ ಸಲ್ಲಿಸಬಹುದು. ಅರ್ಜಿಗಳನ್ನು ಬೆಂಗಳೂರು ಒನ್, ಕರ್ನಾಟಕ ಒನ್, ಗ್ರಾಮ ಒನ್ ಸೇವಾ ಕೇಂದ್ರಗಳಲ್ಲಿ ಸಲ್ಲಿಸಬಹುದು. ಅರ್ಜಿ ಸಲ್ಲಿಸಲು ಜೂ.30 ಕೊನೆಯ ದಿನವಾಗಿದೆ. (750, 1375, 936, 1448)
bhagini-byline: ಹೊಸಪೇಟೆ ಟೈಮ್ಸ್ ನ್ಯೂಸ್ (10, 97, 88, 107)
headline-valmiki: ವಾಲ್ಮೀಕಿ ಸಮಾಜದಿಂದ ಬೃಹತ್ ಪ್ರತಿಭಟನೆ (386, 919, 560, 934)
borewell-column-1 (596, 1052, 762, 1336)
imprint-footer (6, 1468, 939, 1510)
